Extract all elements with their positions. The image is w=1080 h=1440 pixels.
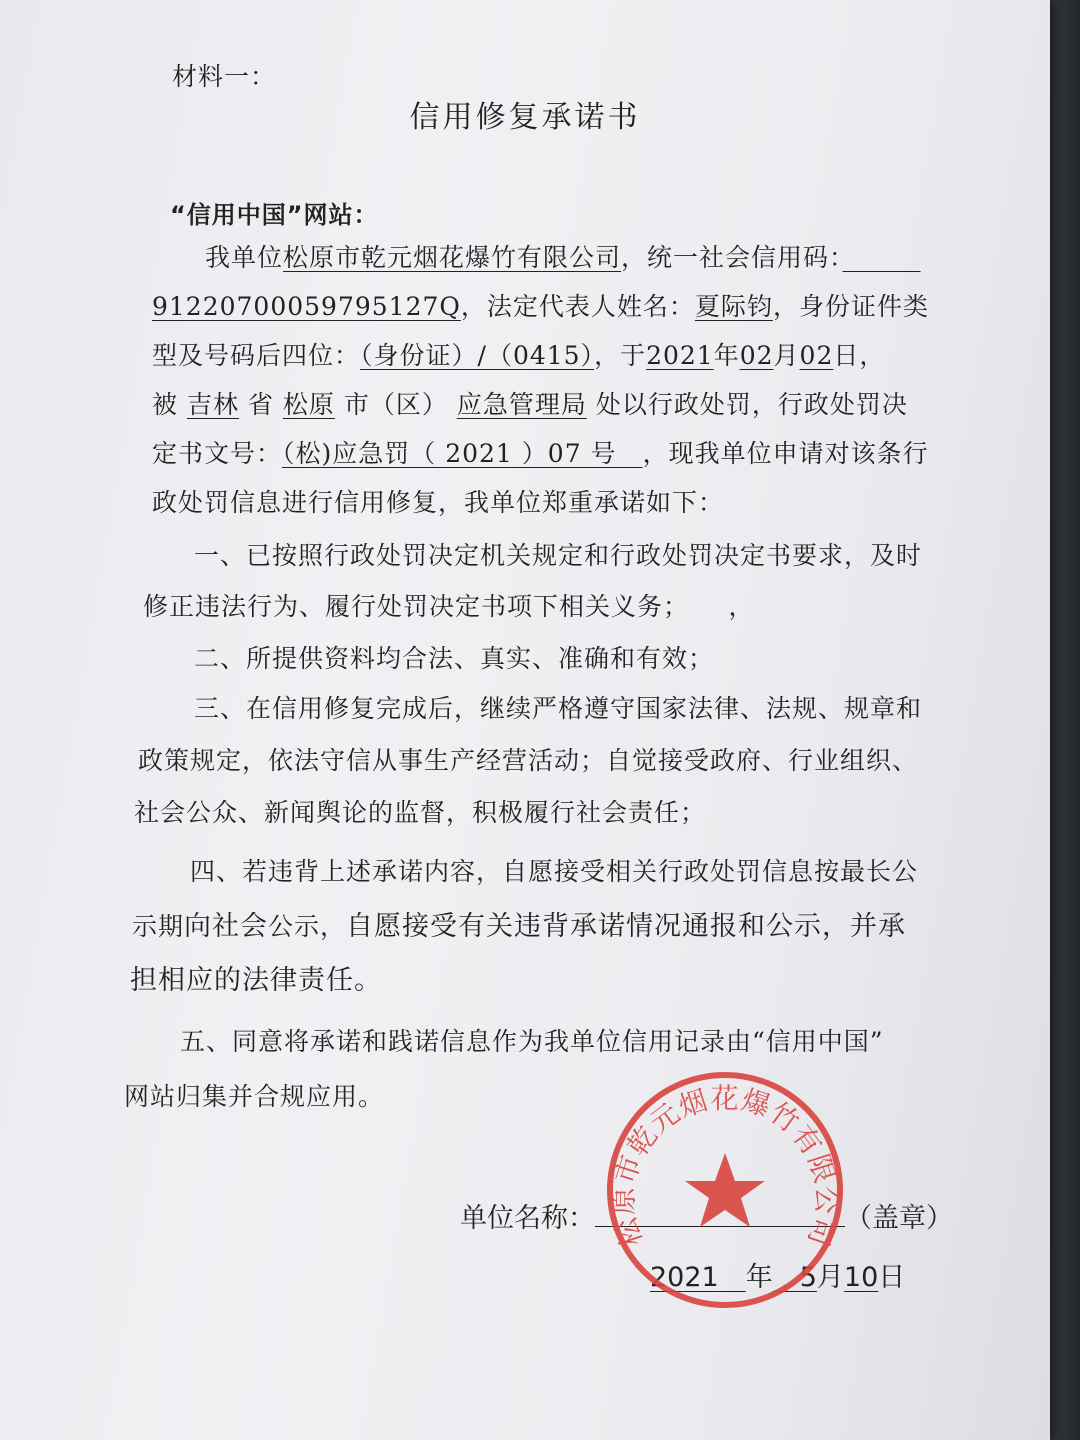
penalty-year-field: 2021: [646, 341, 714, 370]
item-2: 二、所提供资料均合法、真实、准确和有效；: [194, 644, 715, 673]
city-field: 松原: [282, 390, 335, 419]
company-seal-icon: [600, 1065, 850, 1315]
date-prefix: ，于: [594, 341, 647, 370]
penalty-text: 处以行政处罚，行政处罚决: [595, 390, 908, 419]
month-unit: 月: [773, 341, 800, 370]
sign-month-unit: 月: [816, 1262, 844, 1293]
province-field: 吉林: [186, 390, 239, 419]
intro-line-6: 政处罚信息进行信用修复，我单位郑重承诺如下：: [152, 488, 725, 517]
item-4-line-2: [132, 912, 906, 942]
item-4-l2-part-d: 自愿接受有关违背承诺情况通报和公示，并承: [346, 911, 907, 942]
seal-label: （盖章）: [845, 1203, 953, 1234]
item-1-line-1: 一、已按照行政处罚决定机关规定和行政处罚决定书要求，及时: [194, 541, 923, 570]
by-label: 被: [152, 390, 179, 419]
item-5-line-1: 五、同意将承诺和践诺信息作为我单位信用记录由“信用中国”: [180, 1027, 884, 1056]
item-4-line-1: 四、若违背上述承诺内容，自愿接受相关行政处罚信息按最长公: [190, 857, 919, 886]
document-title: 信用修复承诺书: [409, 100, 641, 135]
item-3-line-3: 社会公众、新闻舆论的监督，积极履行社会责任；: [134, 798, 707, 827]
request-text: ，现我单位申请对该条行: [642, 439, 929, 468]
intro-line-3: [152, 341, 885, 371]
svg-text:松原市乾元烟花爆竹有限公司: 松原市乾元烟花爆竹有限公司: [606, 1081, 844, 1252]
item-4-l2-part-c: 公示，: [268, 912, 347, 941]
sign-year-unit: 年: [745, 1262, 773, 1293]
item-5-line-2: 网站归集并合规应用。: [124, 1082, 385, 1111]
header-label: 材料一：: [172, 62, 277, 91]
intro-prefix: 我单位: [205, 243, 284, 272]
id-type-label-1: ，身份证件类: [772, 292, 929, 321]
intro-line-1: [205, 243, 921, 273]
unit-name-label: 单位名称：: [460, 1203, 595, 1234]
doc-no-label: 定书文号：: [152, 439, 283, 468]
city-unit: 市（区）: [343, 390, 448, 419]
sign-month-field: 5: [799, 1262, 817, 1293]
salutation: “信用中国”网站：: [170, 201, 379, 229]
legal-rep-label: ，法定代表人姓名：: [460, 292, 695, 321]
item-4-l2-part-a: 示期: [132, 912, 185, 941]
year-unit: 年: [713, 341, 740, 370]
item-3-line-2: 政策规定，依法守信从事生产经营活动；自觉接受政府、行业组织、: [138, 746, 919, 775]
province-unit: 省: [247, 390, 274, 419]
authority-field: 应急管理局: [456, 390, 587, 419]
intro-line-4: [152, 390, 908, 420]
doc-no-field: （松)应急罚（ 2021 ）07 号: [282, 439, 617, 468]
sign-year-field: 2021: [650, 1262, 719, 1293]
penalty-month-field: 02: [739, 341, 774, 370]
intro-line-5: [152, 439, 929, 469]
credit-code-field: 91220700059795127Q: [152, 292, 461, 321]
legal-rep-field: 夏际钧: [694, 292, 773, 321]
penalty-day-field: 02: [799, 341, 834, 370]
item-3-line-1: 三、在信用修复完成后，继续严格遵守国家法律、法规、规章和: [194, 694, 923, 723]
item-1-line-2: 修正违法行为、履行处罚决定书项下相关义务； ，: [143, 592, 755, 621]
item-4-line-3: 担相应的法律责任。: [130, 965, 382, 996]
credit-code-label: ，统一社会信用码：: [621, 243, 843, 272]
intro-line-2: [152, 292, 929, 322]
day-unit: 日，: [833, 341, 886, 370]
sign-day-field: 10: [843, 1262, 879, 1293]
id-type-label-2: 型及号码后四位：: [152, 341, 361, 370]
id-info-field: （身份证）/（0415）: [360, 341, 595, 370]
sign-day-unit: 日: [878, 1262, 906, 1293]
item-4-l2-part-b: 向社会: [184, 911, 269, 942]
company-name-field: 松原市乾元烟花爆竹有限公司: [283, 243, 622, 272]
